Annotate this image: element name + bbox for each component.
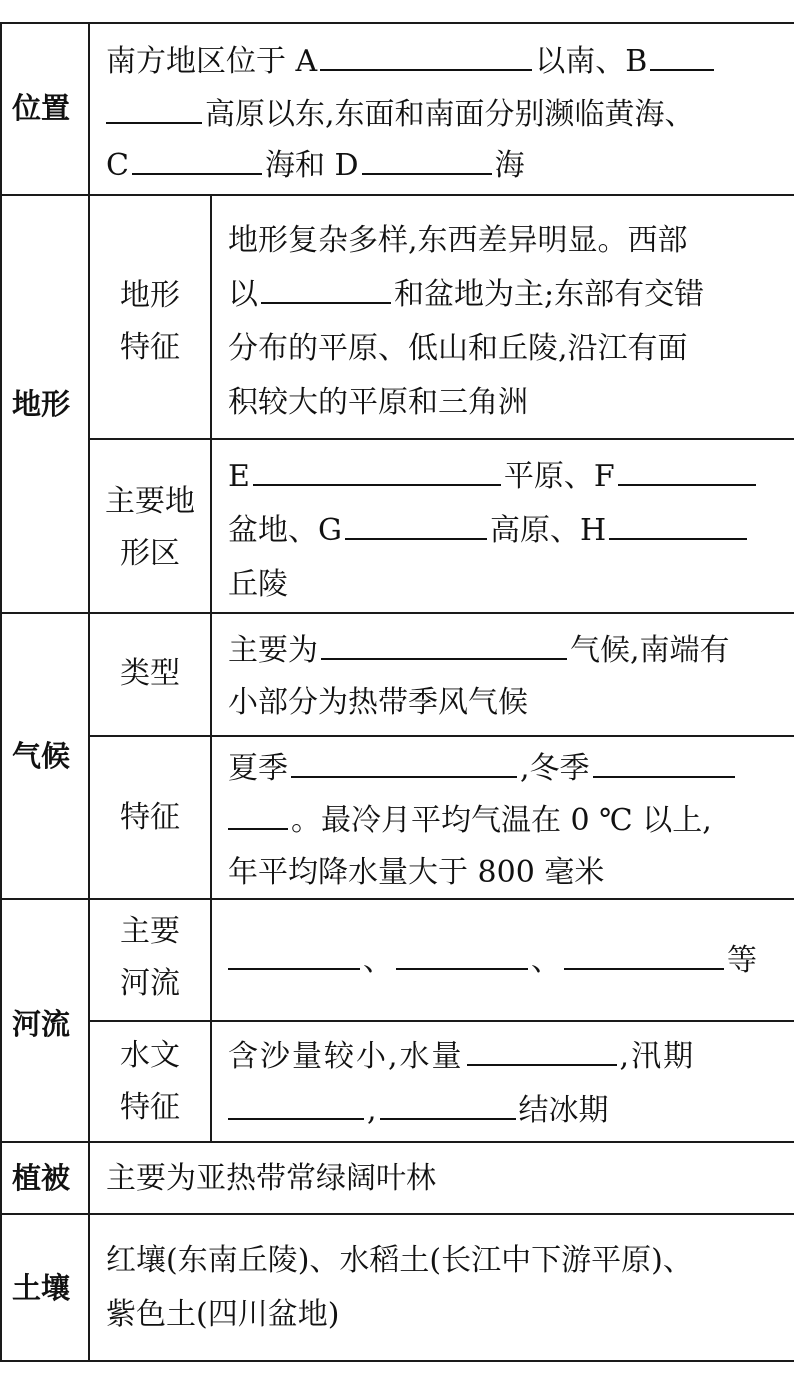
hydro-text: 含沙量较小,水量 (228, 1039, 464, 1074)
blank-river-1[interactable] (228, 938, 360, 970)
row-divider (88, 438, 794, 440)
climate-features-line-1 (228, 740, 738, 797)
header-position: 位置 (12, 91, 71, 125)
terrain-regions-label (89, 476, 211, 580)
region-text: 高原、H (489, 513, 607, 548)
soil-line-1: 红壤(东南丘陵)、水稻土(长江中下游平原)、 (106, 1243, 693, 1278)
river-sep: 、 (531, 943, 561, 978)
vegetation-text: 主要为亚热带常绿阔叶林 (106, 1161, 436, 1196)
header-climate: 气候 (12, 739, 71, 773)
label-line: 水文 (120, 1038, 180, 1073)
blank-river-2[interactable] (396, 938, 528, 970)
blank-winter-cont[interactable] (228, 798, 288, 830)
table-left-border (0, 22, 2, 1362)
terrain-features-label (89, 270, 211, 374)
row-divider (88, 735, 794, 737)
climate-text: 。最冷月平均气温在 0 ℃ 以上, (291, 803, 712, 838)
position-text-c: 高原以东,东面和南面分别濒临黄海、 (205, 97, 695, 132)
blank-b[interactable] (650, 39, 714, 71)
climate-type-line-2: 小部分为热带季风气候 (228, 685, 528, 720)
label-line: 特征 (120, 1090, 180, 1125)
row-divider (0, 612, 794, 614)
soil-line-2: 紫色土(四川盆地) (106, 1297, 340, 1332)
terrain-features-line-1: 地形复杂多样,东西差异明显。西部 (228, 223, 688, 258)
rivers-hydro-label (89, 1030, 211, 1134)
terrain-text: 以 (228, 277, 258, 312)
terrain-features-line-4: 积较大的平原和三角洲 (228, 385, 528, 420)
hydro-text: 结冰期 (518, 1093, 609, 1128)
blank-flood[interactable] (228, 1088, 364, 1120)
climate-text: ,冬季 (520, 751, 590, 786)
terrain-features-line-2 (228, 266, 704, 323)
position-text-b: 以南、B (535, 44, 648, 79)
blank-terrain[interactable] (261, 272, 391, 304)
rivers-hydro-line-2 (228, 1082, 609, 1139)
blank-d[interactable] (362, 143, 492, 175)
header-soil: 土壤 (12, 1271, 71, 1305)
header-terrain: 地形 (12, 387, 71, 421)
blank-volume[interactable] (467, 1034, 617, 1066)
position-line-2 (106, 86, 695, 143)
header-vegetation: 植被 (12, 1161, 71, 1195)
header-rivers: 河流 (12, 1007, 71, 1041)
label-line: 主要 (120, 914, 180, 949)
region-text: E (228, 459, 250, 494)
climate-type-line-1 (228, 622, 730, 679)
label-line: 地形 (120, 278, 180, 313)
blank-ice[interactable] (380, 1088, 516, 1120)
terrain-regions-line-3: 丘陵 (228, 567, 288, 602)
table-bottom-border (0, 1360, 794, 1362)
blank-h[interactable] (609, 508, 747, 540)
position-text-a: 南方地区位于 A (106, 44, 318, 79)
blank-summer[interactable] (291, 746, 517, 778)
blank-winter[interactable] (593, 746, 735, 778)
climate-type-label: 类型 (120, 656, 180, 691)
blank-f[interactable] (618, 454, 756, 486)
blank-c[interactable] (132, 143, 262, 175)
blank-climate-type[interactable] (321, 628, 567, 660)
region-text: 平原、F (503, 459, 615, 494)
row-divider (88, 1020, 794, 1022)
river-end: 等 (727, 943, 757, 978)
climate-features-label: 特征 (120, 800, 180, 835)
climate-text: 夏季 (228, 751, 288, 786)
climate-features-line-3: 年平均降水量大于 800 毫米 (228, 855, 605, 890)
blank-b-cont[interactable] (106, 92, 202, 124)
rivers-main-line (228, 932, 757, 989)
blank-river-3[interactable] (564, 938, 724, 970)
climate-text: 气候,南端有 (570, 633, 730, 668)
label-line: 特征 (120, 330, 180, 365)
region-text: 盆地、G (228, 513, 342, 548)
position-line-3 (106, 137, 525, 194)
row-divider (0, 1141, 794, 1143)
label-line: 河流 (120, 966, 180, 1001)
rivers-main-label (89, 906, 211, 1010)
climate-text: 主要为 (228, 633, 318, 668)
position-text-e: 海和 D (264, 148, 359, 183)
position-text-f: 海 (494, 148, 525, 183)
blank-g[interactable] (345, 508, 487, 540)
position-text-d: C (106, 148, 129, 183)
blank-a[interactable] (320, 39, 532, 71)
table-top-border (0, 22, 794, 24)
position-line-1 (106, 33, 717, 90)
terrain-regions-line-1 (228, 448, 759, 505)
blank-e[interactable] (253, 454, 501, 486)
climate-features-line-2 (228, 792, 712, 849)
row-divider (0, 1213, 794, 1215)
terrain-text: 和盆地为主;东部有交错 (394, 277, 705, 312)
label-line: 主要地 (105, 484, 195, 519)
river-sep: 、 (363, 943, 393, 978)
terrain-regions-line-2 (228, 502, 750, 559)
terrain-features-line-3: 分布的平原、低山和丘陵,沿江有面 (228, 331, 688, 366)
label-line: 形区 (120, 536, 180, 571)
row-divider (0, 194, 794, 196)
hydro-text: ,汛期 (619, 1039, 696, 1074)
rivers-hydro-line-1 (228, 1028, 695, 1085)
hydro-text: , (367, 1093, 377, 1128)
